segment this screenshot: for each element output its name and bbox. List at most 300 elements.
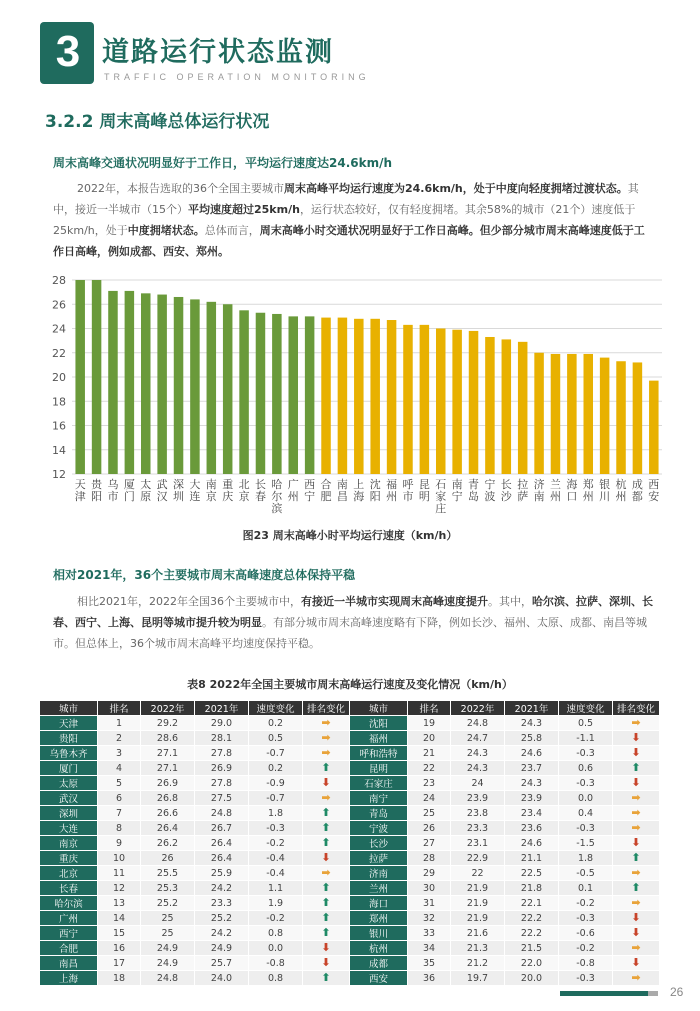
table-cell-rank-change [303,956,350,971]
table-cell-rank: 27 [408,836,451,851]
table-cell-y21: 22.2 [505,911,559,926]
text-run-bold: 平均速度超过25km/h [188,203,300,216]
arrow-up-icon: ⬆ [321,896,331,909]
table-cell-y22: 21.6 [451,926,505,941]
table-row [40,971,660,986]
x-tick-label: 大连 [189,478,201,503]
text-run: 其中，接近一半城市（15个） [53,182,639,216]
arrow-right-icon: ➡ [321,791,331,804]
table-cell-y21: 22.0 [505,956,559,971]
x-tick-label: 重庆 [222,478,234,503]
table-cell-city: 哈尔滨 [40,896,98,911]
table-cell-y21: 21.5 [505,941,559,956]
bar-广州 [288,316,298,474]
y-tick-label: 28 [52,274,66,287]
table-cell-rank-change [613,836,660,851]
chapter-title: 道路运行状态监测 [102,37,334,68]
table-cell-rank: 20 [408,731,451,746]
table-cell-city: 重庆 [40,851,98,866]
table-cell-y21: 24.3 [505,776,559,791]
y-tick-label: 20 [52,371,66,384]
table-cell-rank: 21 [408,746,451,761]
arrow-up-icon: ⬆ [321,926,331,939]
bar-贵阳 [92,280,102,474]
table-cell-y21: 23.6 [505,821,559,836]
table-cell-y22: 24.9 [141,941,195,956]
table-cell-y21: 22.2 [505,926,559,941]
bar-长春 [256,313,266,474]
table-header-cell: 城市 [350,701,408,716]
bar-深圳 [174,297,184,474]
table-cell-y21: 28.1 [195,731,249,746]
table-cell-city: 南宁 [350,791,408,806]
arrow-down-icon: ⬇ [631,926,641,939]
x-tick-label: 青岛 [468,478,480,503]
table-cell-city: 深圳 [40,806,98,821]
table-cell-y21: 21.8 [505,881,559,896]
bar-兰州 [551,354,561,474]
table-cell-city: 昆明 [350,761,408,776]
chapter-subtitle: TRAFFIC OPERATION MONITORING [104,72,370,82]
table-cell-city: 南昌 [40,956,98,971]
table-cell-y21: 24.2 [195,881,249,896]
table-cell-y22: 21.9 [451,896,505,911]
y-tick-label: 22 [52,346,66,360]
table-cell-city: 西宁 [40,926,98,941]
table-cell-y22: 24.7 [451,731,505,746]
bar-成都 [633,362,643,474]
table-header-cell: 2021年 [195,701,249,716]
bar-银川 [600,358,610,474]
x-tick-label: 天津 [74,478,86,503]
table-cell-y21: 24.9 [195,941,249,956]
table-cell-rank-change [303,971,350,986]
y-tick-label: 26 [52,298,66,312]
table-cell-rank: 1 [98,716,141,731]
table-cell-chg: -0.4 [249,866,303,881]
table-cell-rank-change [303,896,350,911]
x-tick-label: 西宁 [304,478,316,503]
table-cell-y22: 22.9 [451,851,505,866]
table-cell-y22: 28.6 [141,731,195,746]
table-cell-chg: -0.3 [249,821,303,836]
text-run: 2022年，本报告选取的36个全国主要城市 [77,182,284,195]
table-row [40,866,660,881]
table-cell-rank: 24 [408,791,451,806]
text-run: 。有部分城市周末高峰速度略有下降，例如长沙、福州、太原、成都、南昌等城市。但总体上，36个城市周末高峰平均速度保持平稳。 [53,616,647,650]
arrow-up-icon: ⬆ [321,971,331,984]
arrow-up-icon: ⬆ [631,881,641,894]
table-cell-y22: 25.5 [141,866,195,881]
x-tick-label: 广州 [287,478,299,503]
table-header-cell: 排名变化 [613,701,660,716]
text-run-bold: 周末高峰平均运行速度为24.6km/h，处于中度向轻度拥堵过渡状态。 [284,182,628,195]
table-row [40,926,660,941]
table-cell-y22: 23.8 [451,806,505,821]
table-cell-chg: -0.4 [249,851,303,866]
x-tick-label: 南宁 [451,478,463,503]
table-cell-y22: 21.9 [451,911,505,926]
table-row [40,821,660,836]
table-cell-chg: -0.2 [249,836,303,851]
arrow-right-icon: ➡ [321,746,331,759]
table-cell-rank: 17 [98,956,141,971]
table-cell-city: 天津 [40,716,98,731]
arrow-up-icon: ⬆ [321,821,331,834]
x-tick-label: 长沙 [500,478,512,503]
arrow-up-icon: ⬆ [321,761,331,774]
table-header-cell: 排名 [408,701,451,716]
chart-caption: 图23 周末高峰小时平均运行速度（km/h） [242,529,458,542]
bar-南昌 [338,318,348,474]
table-row [40,851,660,866]
table-cell-y22: 22 [451,866,505,881]
arrow-down-icon: ⬇ [321,851,331,864]
table-cell-rank-change [613,956,660,971]
bar-西宁 [305,316,315,474]
arrow-right-icon: ➡ [631,716,641,729]
table-row [40,911,660,926]
table-cell-chg: -0.3 [559,971,613,986]
table-cell-city: 兰州 [350,881,408,896]
table-cell-city: 厦门 [40,761,98,776]
table-cell-y21: 25.8 [505,731,559,746]
x-tick-label: 济南 [533,478,545,503]
table-cell-rank-change [613,926,660,941]
table-cell-chg: -0.8 [559,956,613,971]
table-cell-city: 沈阳 [350,716,408,731]
table-cell-rank: 30 [408,881,451,896]
table-cell-y21: 27.8 [195,776,249,791]
arrow-right-icon: ➡ [631,896,641,909]
table-cell-chg: 0.5 [559,716,613,731]
table-row [40,761,660,776]
table-cell-rank-change [303,776,350,791]
footer-bar-gray [648,991,658,996]
x-tick-label: 南京 [205,478,217,503]
bar-合肥 [321,318,331,474]
bar-海口 [567,354,577,474]
table-cell-y21: 24.2 [195,926,249,941]
arrow-up-icon: ⬆ [321,806,331,819]
table-cell-rank-change [613,776,660,791]
table-cell-city: 成都 [350,956,408,971]
table-cell-rank-change [303,926,350,941]
table-cell-chg: 0.4 [559,806,613,821]
table-cell-city: 合肥 [40,941,98,956]
table-cell-rank-change [613,941,660,956]
arrow-right-icon: ➡ [631,866,641,879]
bar-乌鲁木齐 [108,291,118,474]
table-cell-chg: -0.3 [559,776,613,791]
table-cell-y22: 21.2 [451,956,505,971]
table-cell-rank-change [303,716,350,731]
x-tick-label: 福州 [386,478,398,503]
arrow-down-icon: ⬇ [631,746,641,759]
table-cell-city: 广州 [40,911,98,926]
table-cell-rank: 16 [98,941,141,956]
table-cell-city: 贵阳 [40,731,98,746]
table-cell-rank-change [303,731,350,746]
sub2-paragraph [53,591,653,654]
arrow-down-icon: ⬇ [631,956,641,969]
table-cell-rank: 22 [408,761,451,776]
table-cell-city: 济南 [350,866,408,881]
table-cell-rank: 19 [408,716,451,731]
table-cell-rank-change [613,881,660,896]
table-cell-chg: 0.2 [249,761,303,776]
table-cell-chg: -0.2 [559,896,613,911]
table-cell-rank-change [613,866,660,881]
table-cell-rank-change [613,791,660,806]
table-cell-y22: 25 [141,911,195,926]
sub2-heading: 相对2021年，36个主要城市周末高峰速度总体保持平稳 [53,568,356,582]
table-cell-chg: -0.8 [249,956,303,971]
table-cell-rank-change [613,896,660,911]
bar-厦门 [125,291,135,474]
bar-南京 [207,302,217,474]
x-tick-label: 郑州 [582,478,594,503]
x-tick-label: 上海 [353,478,365,503]
bar-青岛 [469,331,479,474]
table-cell-rank-change [303,836,350,851]
table-cell-chg: -0.2 [249,911,303,926]
x-tick-label: 宁波 [484,478,496,503]
y-tick-label: 12 [52,468,66,481]
x-tick-label: 沈阳 [369,478,381,503]
table-cell-y21: 25.7 [195,956,249,971]
table-cell-chg: 0.8 [249,926,303,941]
x-tick-label: 北京 [238,478,250,503]
x-tick-label: 南昌 [336,478,348,503]
table-cell-y22: 24.3 [451,746,505,761]
table-cell-city: 拉萨 [350,851,408,866]
table-cell-chg: -0.7 [249,791,303,806]
arrow-down-icon: ⬇ [631,776,641,789]
table-row [40,896,660,911]
x-tick-label: 长春 [254,478,266,503]
text-run: 。其中， [487,595,532,608]
table-cell-chg: 0.6 [559,761,613,776]
arrow-up-icon: ⬆ [631,851,641,864]
table-cell-chg: 0.0 [249,941,303,956]
table-cell-y21: 29.0 [195,716,249,731]
table-cell-y21: 27.5 [195,791,249,806]
table-cell-y21: 23.3 [195,896,249,911]
x-tick-label: 武汉 [156,478,168,503]
arrow-right-icon: ➡ [631,941,641,954]
table-cell-rank: 12 [98,881,141,896]
speed-bar-chart [40,268,670,520]
bar-哈尔滨 [272,314,282,474]
arrow-down-icon: ⬇ [631,836,641,849]
table-cell-y22: 26.9 [141,776,195,791]
table-cell-rank-change [613,716,660,731]
table-header-row [40,701,660,716]
sub1-paragraph [53,178,653,262]
bar-北京 [239,310,249,474]
arrow-right-icon: ➡ [631,821,641,834]
table-cell-rank: 7 [98,806,141,821]
section-title: 3.2.2 周末高峰总体运行状况 [45,112,270,132]
sub1-heading: 周末高峰交通状况明显好于工作日，平均运行速度达24.6km/h [53,156,393,170]
table-cell-rank-change [613,761,660,776]
table-cell-y21: 26.9 [195,761,249,776]
bar-呼和浩特 [403,325,413,474]
table-cell-chg: 1.9 [249,896,303,911]
arrow-right-icon: ➡ [321,866,331,879]
table-cell-chg: 0.1 [559,881,613,896]
table-cell-chg: -0.6 [559,926,613,941]
table-cell-city: 武汉 [40,791,98,806]
table-header-cell: 排名变化 [303,701,350,716]
table-cell-rank: 33 [408,926,451,941]
table-cell-y22: 29.2 [141,716,195,731]
y-tick-label: 16 [52,419,66,433]
table-cell-chg: 1.1 [249,881,303,896]
y-tick-label: 18 [52,395,66,409]
table-cell-y22: 24.9 [141,956,195,971]
bar-郑州 [583,354,593,474]
arrow-down-icon: ⬇ [321,956,331,969]
table-cell-rank: 5 [98,776,141,791]
table-cell-y22: 26.8 [141,791,195,806]
table-cell-rank-change [303,806,350,821]
arrow-up-icon: ⬆ [321,911,331,924]
table-cell-chg: -0.3 [559,911,613,926]
table-cell-y21: 26.7 [195,821,249,836]
table-cell-y22: 25.2 [141,896,195,911]
table-cell-city: 长春 [40,881,98,896]
x-tick-label: 西安 [648,478,660,503]
table-cell-chg: 1.8 [559,851,613,866]
arrow-right-icon: ➡ [631,791,641,804]
table-cell-rank: 31 [408,896,451,911]
table-cell-city: 海口 [350,896,408,911]
table-cell-rank-change [613,746,660,761]
table-cell-y22: 21.9 [451,881,505,896]
table-cell-chg: -0.3 [559,746,613,761]
table-row [40,806,660,821]
table-header-cell: 2021年 [505,701,559,716]
x-tick-label: 太原 [140,478,152,503]
table-cell-city: 郑州 [350,911,408,926]
x-tick-label: 拉萨 [517,478,529,503]
table-cell-city: 杭州 [350,941,408,956]
table-cell-chg: 0.2 [249,716,303,731]
text-run: 相比2021年，2022年全国36个主要城市中， [77,595,301,608]
table-header-cell: 排名 [98,701,141,716]
table-cell-chg: 0.8 [249,971,303,986]
table-cell-rank: 6 [98,791,141,806]
table-cell-city: 青岛 [350,806,408,821]
chapter-header [40,22,680,92]
chapter-number-box [40,22,94,84]
table-cell-rank: 29 [408,866,451,881]
table-cell-y22: 25.3 [141,881,195,896]
table-row [40,791,660,806]
table-cell-rank: 14 [98,911,141,926]
table-row [40,776,660,791]
table-cell-city: 银川 [350,926,408,941]
table-cell-rank: 25 [408,806,451,821]
table-cell-city: 大连 [40,821,98,836]
bar-济南 [534,353,544,474]
table-cell-y22: 21.3 [451,941,505,956]
table-cell-y22: 24.3 [451,761,505,776]
table-cell-rank-change [303,761,350,776]
bar-南宁 [452,330,462,474]
table-cell-y22: 27.1 [141,746,195,761]
table-header-cell: 城市 [40,701,98,716]
table-cell-y22: 24 [451,776,505,791]
table-cell-y21: 24.8 [195,806,249,821]
y-tick-label: 24 [52,322,66,336]
table-cell-rank: 13 [98,896,141,911]
table-cell-rank: 36 [408,971,451,986]
table-cell-city: 石家庄 [350,776,408,791]
table-cell-rank: 28 [408,851,451,866]
table-cell-rank: 9 [98,836,141,851]
table-cell-y22: 24.8 [141,971,195,986]
table-cell-rank-change [303,911,350,926]
table-row [40,716,660,731]
bar-拉萨 [518,342,528,474]
table-cell-y22: 26.4 [141,821,195,836]
table-cell-y21: 24.6 [505,746,559,761]
x-tick-label: 石家庄 [435,478,447,515]
x-tick-label: 深圳 [173,478,185,503]
table-cell-city: 北京 [40,866,98,881]
text-run: 总体而言， [204,224,260,237]
bar-西安 [649,381,659,474]
table-cell-y22: 25 [141,926,195,941]
table-cell-rank-change [303,866,350,881]
text-run-bold: 哈尔滨、拉萨、深圳、长春、西宁、上海、昆明等城市提升较为明显 [53,595,653,629]
arrow-down-icon: ⬇ [321,941,331,954]
table-cell-city: 西安 [350,971,408,986]
table-cell-rank-change [303,746,350,761]
table-cell-y21: 21.1 [505,851,559,866]
table-header-cell: 速度变化 [559,701,613,716]
table-row [40,731,660,746]
table-cell-chg: 0.5 [249,731,303,746]
table-cell-rank-change [303,941,350,956]
bar-重庆 [223,304,233,474]
table-cell-rank-change [613,821,660,836]
table-cell-chg: -0.3 [559,821,613,836]
table-caption: 表8 2022年全国主要城市周末高峰运行速度及变化情况（km/h） [187,678,513,691]
table-cell-rank: 32 [408,911,451,926]
table-cell-y22: 26.2 [141,836,195,851]
y-tick-label: 14 [52,443,66,457]
x-tick-label: 贵阳 [91,478,103,503]
table-row [40,956,660,971]
x-tick-label: 兰州 [549,478,561,503]
arrow-down-icon: ⬇ [631,731,641,744]
arrow-right-icon: ➡ [321,716,331,729]
x-tick-label: 杭州 [615,478,627,503]
x-tick-label: 成都 [631,478,643,503]
table-cell-y21: 25.9 [195,866,249,881]
table-cell-rank-change [613,731,660,746]
page-number: 26 [670,985,684,999]
arrow-up-icon: ⬆ [321,881,331,894]
text-run-bold: 中度拥堵状态。 [127,224,205,237]
x-tick-label: 哈尔滨 [271,478,283,515]
bar-武汉 [157,295,167,474]
table-header-cell: 2022年 [141,701,195,716]
